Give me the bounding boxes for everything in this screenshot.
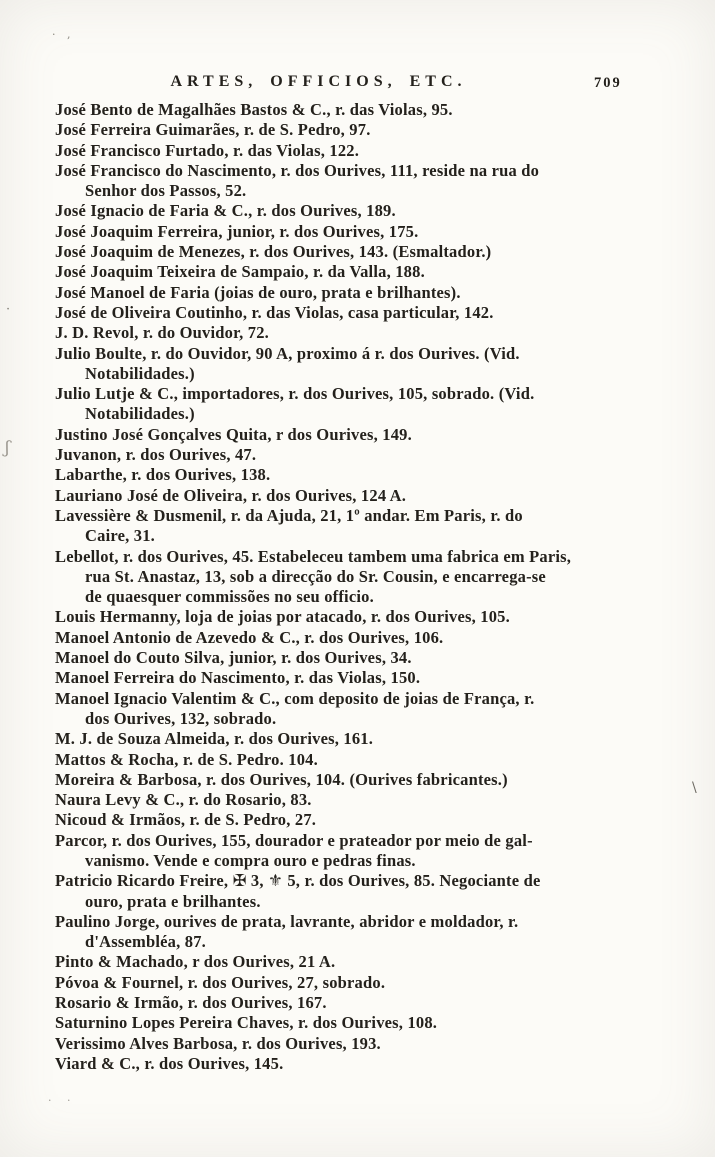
- page-number: 709: [594, 75, 622, 91]
- directory-entry: [55, 668, 671, 688]
- directory-entry: [55, 810, 671, 830]
- entry-line: Patricio Ricardo Freire, ✠ 3, ⚜ 5, r. dos Ourives, 85. Negociante de: [55, 871, 541, 891]
- entry-line: Viard & C., r. dos Ourives, 145.: [55, 1053, 284, 1073]
- entry-line: Lavessière & Dusmenil, r. da Ajuda, 21, 1º andar. Em Paris, r. do: [55, 505, 523, 525]
- entry-line: Manoel Ignacio Valentim & C., com deposito de joias de França, r.: [55, 688, 535, 708]
- directory-entry: [55, 384, 671, 425]
- entry-line: José Ferreira Guimarães, r. de S. Pedro, 97.: [55, 120, 371, 140]
- directory-entry: [55, 689, 671, 730]
- directory-entry: [55, 303, 671, 323]
- entry-line-continuation: Caire, 31.: [85, 526, 155, 546]
- entry-line: José Ignacio de Faria & C., r. dos Ourives, 189.: [55, 201, 396, 221]
- entry-line: Nicoud & Irmãos, r. de S. Pedro, 27.: [55, 810, 317, 830]
- directory-entry: [55, 506, 671, 547]
- entry-line-continuation: vanismo. Vende e compra ouro e pedras finas.: [85, 850, 416, 870]
- entry-line: José Bento de Magalhães Bastos & C., r. das Violas, 95.: [55, 100, 453, 119]
- entry-line: Mattos & Rocha, r. de S. Pedro. 104.: [55, 749, 318, 769]
- directory-entry: [55, 201, 671, 221]
- directory-entry: [55, 790, 671, 810]
- entry-line: José Manoel de Faria (joias de ouro, prata e brilhantes).: [55, 282, 461, 302]
- directory-entry: [55, 486, 671, 506]
- directory-entry: [55, 1013, 671, 1033]
- directory-entry: [55, 952, 671, 972]
- entry-line-continuation: ouro, prata e brilhantes.: [85, 891, 261, 911]
- directory-entry: [55, 770, 671, 790]
- entry-line: Saturnino Lopes Pereira Chaves, r. dos Ourives, 108.: [55, 1013, 438, 1033]
- entry-line: José Joaquim de Menezes, r. dos Ourives, 143. (Esmaltador.): [55, 242, 492, 262]
- entry-line: José de Oliveira Coutinho, r. das Violas, casa particular, 142.: [55, 302, 494, 322]
- entry-line-continuation: Notabilidades.): [85, 404, 195, 424]
- entry-line: Naura Levy & C., r. do Rosario, 83.: [55, 790, 312, 810]
- directory-entry: [55, 912, 671, 953]
- entry-line: Julio Boulte, r. do Ouvidor, 90 A, proximo á r. dos Ourives. (Vid.: [55, 343, 520, 363]
- entry-line-continuation: d'Assembléa, 87.: [85, 932, 206, 952]
- entry-line: Póvoa & Fournel, r. dos Ourives, 27, sobrado.: [55, 972, 386, 992]
- entry-line-continuation: Notabilidades.): [85, 363, 195, 383]
- scan-mark: ʃ: [3, 437, 11, 459]
- entry-line: M. J. de Souza Almeida, r. dos Ourives, 161.: [55, 729, 374, 749]
- directory-entry: [55, 648, 671, 668]
- directory-entry: [55, 831, 671, 872]
- entry-line: Juvanon, r. dos Ourives, 47.: [55, 445, 257, 465]
- directory-entry: [55, 729, 671, 749]
- entry-line: Rosario & Irmão, r. dos Ourives, 167.: [55, 993, 327, 1013]
- entry-line: José Francisco Furtado, r. das Violas, 122.: [55, 140, 360, 160]
- entry-line: Labarthe, r. dos Ourives, 138.: [55, 465, 271, 485]
- directory-entry: [55, 344, 671, 385]
- directory-entry: [55, 750, 671, 770]
- entry-line: Lauriano José de Oliveira, r. dos Ourives, 124 A.: [55, 485, 407, 505]
- scan-speck: · ,: [52, 28, 75, 41]
- entry-line: Louis Hermanny, loja de joias por atacado, r. dos Ourives, 105.: [55, 607, 510, 627]
- scan-speck: ·: [6, 302, 11, 317]
- entry-line-continuation: dos Ourives, 132, sobrado.: [85, 708, 277, 728]
- directory-entry: [55, 607, 671, 627]
- entry-line: Manoel Antonio de Azevedo & C., r. dos Ourives, 106.: [55, 627, 444, 647]
- directory-entry: [55, 871, 671, 912]
- entry-line: Pinto & Machado, r dos Ourives, 21 A.: [55, 952, 336, 972]
- entry-line: J. D. Revol, r. do Ouvidor, 72.: [55, 323, 270, 343]
- directory-entry: [55, 445, 671, 465]
- entry-line: Verissimo Alves Barbosa, r. dos Ourives, 193.: [55, 1033, 381, 1053]
- directory-entry: [55, 262, 671, 282]
- entry-line-continuation: de quaesquer commissões no seu officio.: [85, 587, 374, 607]
- entry-line: José Francisco do Nascimento, r. dos Ourives, 111, reside na rua do: [55, 160, 540, 180]
- entry-line: Moreira & Barbosa, r. dos Ourives, 104. (Ourives fabricantes.): [55, 769, 508, 789]
- directory-entry: [55, 1034, 671, 1054]
- entry-line: Parcor, r. dos Ourives, 155, dourador e prateador por meio de gal-: [55, 830, 533, 850]
- entry-line: José Joaquim Ferreira, junior, r. dos Ourives, 175.: [55, 221, 419, 241]
- directory-entry: [55, 100, 671, 120]
- scan-speck: · ·: [48, 1094, 77, 1107]
- directory-entry: [55, 242, 671, 262]
- page-header-title: ARTES, OFFICIOS, ETC.: [170, 73, 467, 90]
- directory-entry: [55, 283, 671, 303]
- entry-line-continuation: Senhor dos Passos, 52.: [85, 181, 247, 201]
- directory-entry: [55, 161, 671, 202]
- directory-entry: [55, 465, 671, 485]
- entry-line: Manoel Ferreira do Nascimento, r. das Violas, 150.: [55, 668, 421, 688]
- entry-line: Paulino Jorge, ourives de prata, lavrante, abridor e moldador, r.: [55, 911, 519, 931]
- directory-entry: [55, 425, 671, 445]
- scan-stray-stroke: \: [692, 780, 697, 796]
- directory-entry: [55, 993, 671, 1013]
- directory-entry: [55, 628, 671, 648]
- directory-entry: [55, 222, 671, 242]
- directory-entry: [55, 973, 671, 993]
- entry-line-continuation: rua St. Anastaz, 13, sob a direcção do Sr. Cousin, e encarrega-se: [85, 566, 546, 586]
- entry-line: Justino José Gonçalves Quita, r dos Ourives, 149.: [55, 424, 412, 444]
- directory-entry-list: [55, 100, 671, 1074]
- entry-line: Julio Lutje & C., importadores, r. dos Ourives, 105, sobrado. (Vid.: [55, 384, 535, 404]
- directory-entry: [55, 323, 671, 343]
- directory-entry: [55, 1054, 671, 1074]
- entry-line: José Joaquim Teixeira de Sampaio, r. da Valla, 188.: [55, 262, 425, 282]
- directory-entry: [55, 547, 671, 608]
- directory-entry: [55, 120, 671, 140]
- entry-line: Lebellot, r. dos Ourives, 45. Estabeleceu tambem uma fabrica em Paris,: [55, 546, 572, 566]
- entry-line: Manoel do Couto Silva, junior, r. dos Ourives, 34.: [55, 648, 412, 668]
- directory-entry: [55, 141, 671, 161]
